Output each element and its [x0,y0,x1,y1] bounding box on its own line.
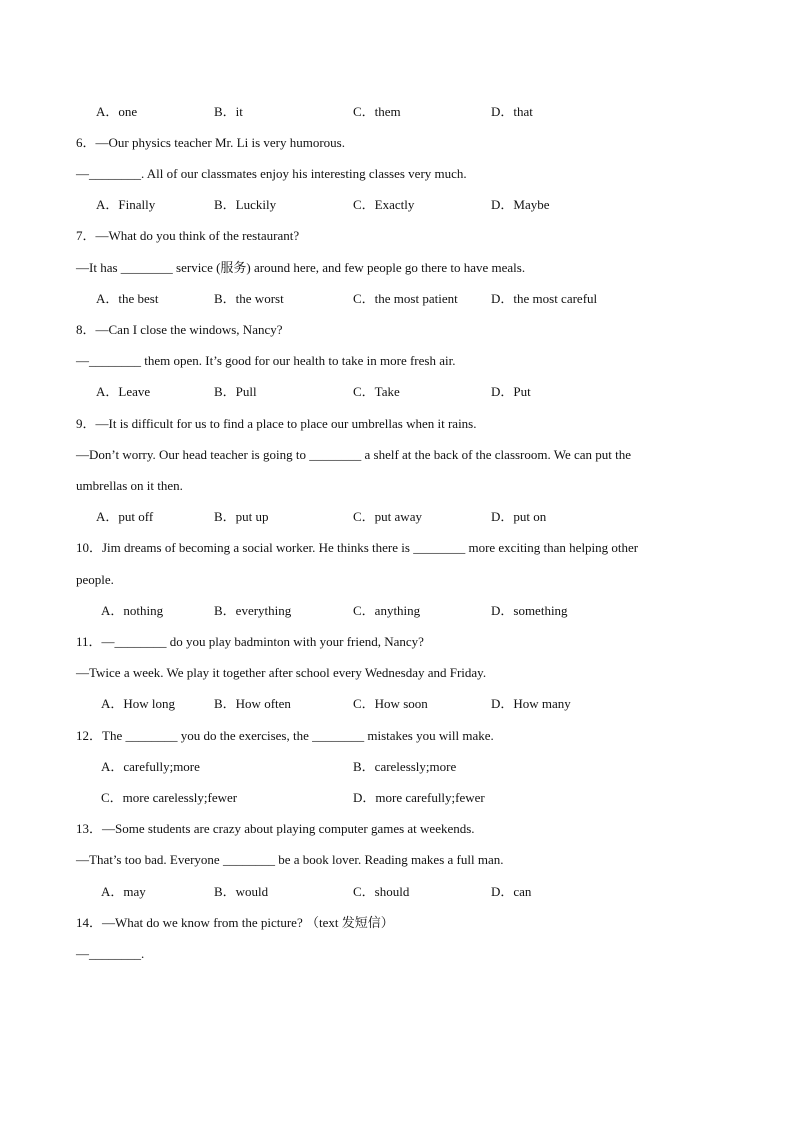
question-reply [76,852,503,868]
reply-suffix: . All of our classmates enjoy his interesting classes very much. [141,166,467,181]
question-reply [76,946,144,962]
stem-suffix: more exciting than helping other [465,540,639,555]
question-stem-continued: people. [76,572,114,587]
option-a[interactable]: A．may [101,884,146,899]
option-b[interactable]: B．How often [214,696,291,711]
option-a[interactable]: A．the best [96,291,159,306]
stem-prefix: 12．The [76,728,126,743]
option-c[interactable]: C．Exactly [353,197,415,212]
answer-blank[interactable]: ________ [89,946,141,961]
answer-blank[interactable]: ________ [120,260,173,275]
reply-prefix: —It has [76,260,121,275]
option-b[interactable]: B．carelessly;more [353,759,457,774]
answer-blank[interactable]: ________ [114,634,167,649]
question-reply-continued: umbrellas on it then. [76,478,183,493]
option-d[interactable]: D．can [491,884,532,899]
question-stem [76,634,424,650]
reply-suffix: them open. It’s good for our health to take in more fresh air. [141,353,456,368]
option-b[interactable]: B．it [214,104,243,119]
option-a[interactable]: A．How long [101,696,176,711]
option-c[interactable]: C．anything [353,603,421,618]
stem-suffix: do you play badminton with your friend, Nancy? [166,634,424,649]
question-stem: 6．—Our physics teacher Mr. Li is very humorous. [76,135,345,150]
option-b[interactable]: B．the worst [214,291,284,306]
question-stem: 14．—What do we know from the picture? （text 发短信） [76,915,394,930]
reply-prefix: —Don’t worry. Our head teacher is going to [76,447,310,462]
question-reply: —Twice a week. We play it together after school every Wednesday and Friday. [76,665,487,680]
option-a[interactable]: A．carefully;more [101,759,200,774]
option-b[interactable]: B．Pull [214,384,257,399]
reply-suffix: a shelf at the back of the classroom. We can put the [361,447,632,462]
option-c[interactable]: C．Take [353,384,400,399]
reply-prefix: — [76,946,89,961]
answer-blank[interactable]: ________ [125,728,178,743]
option-d[interactable]: D．more carefully;fewer [353,790,485,805]
option-c[interactable]: C．put away [353,509,422,524]
question-stem: 8．—Can I close the windows, Nancy? [76,322,283,337]
stem-suffix: mistakes you will make. [364,728,494,743]
answer-blank[interactable]: ________ [413,540,466,555]
option-d[interactable]: D．put on [491,509,547,524]
question-stem: 13．—Some students are crazy about playing computer games at weekends. [76,821,475,836]
option-a[interactable]: A．put off [96,509,154,524]
option-b[interactable]: B．would [214,884,269,899]
stem-prefix: 11．— [76,634,115,649]
option-b[interactable]: B．everything [214,603,292,618]
option-c[interactable]: C．the most patient [353,291,458,306]
question-stem [76,540,638,556]
reply-prefix: — [76,166,89,181]
option-c[interactable]: C．How soon [353,696,428,711]
stem-middle: you do the exercises, the [177,728,313,743]
option-b[interactable]: B．put up [214,509,269,524]
stem-prefix: 10．Jim dreams of becoming a social worker. He thinks there is [76,540,414,555]
question-reply [76,353,455,369]
option-d[interactable]: D．How many [491,696,571,711]
question-stem: 9．—It is difficult for us to find a place to place our umbrellas when it rains. [76,416,477,431]
option-d[interactable]: D．the most careful [491,291,598,306]
option-a[interactable]: A．nothing [101,603,164,618]
question-reply [76,447,631,463]
answer-blank[interactable]: ________ [312,728,365,743]
option-c[interactable]: C．should [353,884,410,899]
option-d[interactable]: D．Maybe [491,197,550,212]
reply-prefix: — [76,353,89,368]
answer-blank[interactable]: ________ [89,166,141,181]
answer-blank[interactable]: ________ [222,852,275,867]
reply-suffix: service (服务) around here, and few people go there to have meals. [172,260,526,275]
option-a[interactable]: A．one [96,104,138,119]
answer-blank[interactable]: ________ [309,447,362,462]
option-d[interactable]: D．something [491,603,568,618]
option-c[interactable]: C．them [353,104,401,119]
option-a[interactable]: A．Leave [96,384,151,399]
question-reply [76,166,467,182]
option-a[interactable]: A．Finally [96,197,156,212]
question-stem [76,728,494,744]
option-d[interactable]: D．Put [491,384,531,399]
answer-blank[interactable]: ________ [89,353,141,368]
question-reply [76,260,525,276]
question-stem: 7．—What do you think of the restaurant? [76,228,300,243]
reply-prefix: —That’s too bad. Everyone [76,852,223,867]
option-b[interactable]: B．Luckily [214,197,277,212]
reply-suffix: be a book lover. Reading makes a full man. [274,852,504,867]
option-c[interactable]: C．more carelessly;fewer [101,790,238,805]
option-d[interactable]: D．that [491,104,533,119]
reply-suffix: . [141,946,145,961]
